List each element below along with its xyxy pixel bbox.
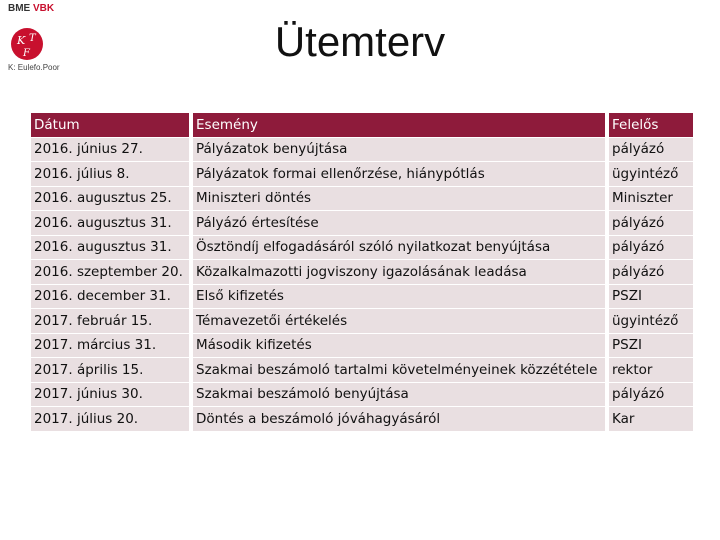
- page-title: Ütemterv: [274, 18, 446, 65]
- cell-date: 2016. június 27.: [31, 138, 189, 163]
- cell-date: 2016. szeptember 20.: [31, 260, 189, 285]
- cell-date: 2017. március 31.: [31, 334, 189, 359]
- cell-responsible: pályázó: [609, 383, 693, 408]
- cell-date: 2017. június 30.: [31, 383, 189, 408]
- cell-responsible: pályázó: [609, 260, 693, 285]
- table-row: [31, 211, 693, 236]
- table-row: [31, 236, 693, 261]
- cell-event: Témavezetői értékelés: [193, 309, 605, 334]
- cell-responsible: PSZI: [609, 285, 693, 310]
- schedule-table: [31, 113, 693, 432]
- table-header-row: [31, 113, 693, 138]
- cell-event: Szakmai beszámoló benyújtása: [193, 383, 605, 408]
- header-event: Esemény: [193, 113, 605, 138]
- cell-event: Pályázó értesítése: [193, 211, 605, 236]
- cell-event: Ösztöndíj elfogadásáról szóló nyilatkozat benyújtása: [193, 236, 605, 261]
- logo-top-text: BME VBK: [8, 3, 55, 14]
- cell-event: Szakmai beszámoló tartalmi követelményeinek közzététele: [193, 358, 605, 383]
- svg-text:F: F: [23, 48, 30, 59]
- cell-event: Miniszteri döntés: [193, 187, 605, 212]
- table-row: [31, 383, 693, 408]
- cell-responsible: Miniszter: [609, 187, 693, 212]
- cell-date: 2016. augusztus 31.: [31, 236, 189, 261]
- cell-date: 2016. augusztus 31.: [31, 211, 189, 236]
- cell-event: Döntés a beszámoló jóváhagyásáról: [193, 407, 605, 432]
- cell-date: 2016. augusztus 25.: [31, 187, 189, 212]
- table-row: [31, 187, 693, 212]
- header-date: Dátum: [31, 113, 189, 138]
- svg-text:T: T: [29, 33, 36, 44]
- table-row: [31, 407, 693, 432]
- cell-responsible: Kar: [609, 407, 693, 432]
- table-row: [31, 309, 693, 334]
- cell-date: 2017. július 20.: [31, 407, 189, 432]
- cell-responsible: PSZI: [609, 334, 693, 359]
- cell-date: 2016. július 8.: [31, 162, 189, 187]
- cell-event: Pályázatok benyújtása: [193, 138, 605, 163]
- table-row: [31, 358, 693, 383]
- cell-responsible: pályázó: [609, 236, 693, 261]
- cell-responsible: pályázó: [609, 211, 693, 236]
- logo-bottom-text: K: Eulefo.Poor: [8, 63, 60, 72]
- cell-date: 2017. április 15.: [31, 358, 189, 383]
- table-row: [31, 334, 693, 359]
- header-responsible: Felelős: [609, 113, 693, 138]
- cell-date: 2016. december 31.: [31, 285, 189, 310]
- cell-responsible: ügyintéző: [609, 309, 693, 334]
- cell-date: 2017. február 15.: [31, 309, 189, 334]
- cell-event: Első kifizetés: [193, 285, 605, 310]
- cell-responsible: ügyintéző: [609, 162, 693, 187]
- table-row: [31, 162, 693, 187]
- cell-responsible: pályázó: [609, 138, 693, 163]
- cell-event: Pályázatok formai ellenőrzése, hiánypótlás: [193, 162, 605, 187]
- table-row: [31, 138, 693, 163]
- cell-event: Közalkalmazotti jogviszony igazolásának leadása: [193, 260, 605, 285]
- table-row: [31, 285, 693, 310]
- svg-text:K: K: [17, 34, 26, 47]
- table-row: [31, 260, 693, 285]
- cell-responsible: rektor: [609, 358, 693, 383]
- cell-event: Második kifizetés: [193, 334, 605, 359]
